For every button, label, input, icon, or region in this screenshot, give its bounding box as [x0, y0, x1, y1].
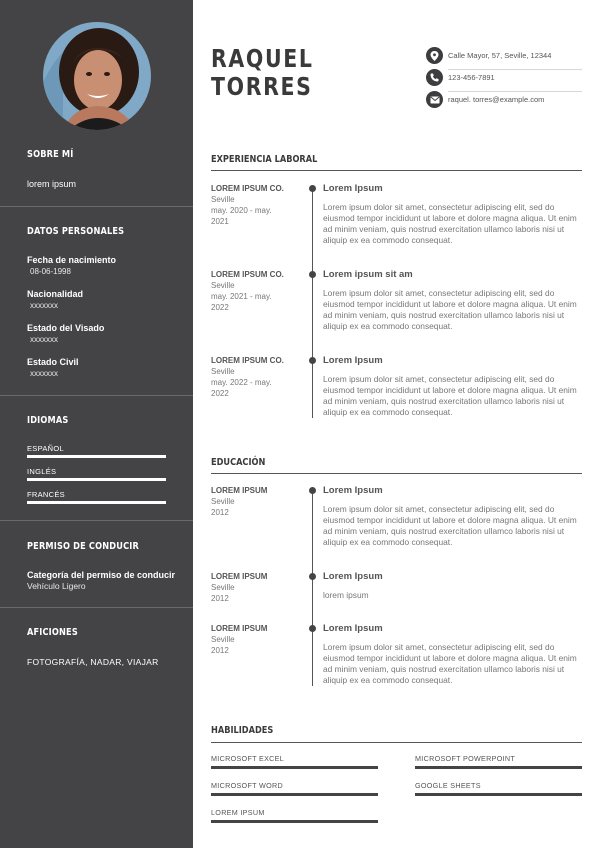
education-school: LOREM IPSUM: [211, 486, 268, 495]
experience-dates: may. 2021 - may.: [211, 292, 272, 301]
education-title: EDUCACIÓN: [211, 457, 266, 468]
education-description: lorem ipsum: [323, 590, 369, 600]
experience-role: Lorem ipsum sit am: [323, 269, 413, 280]
location-pin-icon: [426, 47, 443, 64]
education-description: Lorem ipsum dolor sit amet, consectetur adipiscing elit, sed do eiusmod tempor incididunt ut labore et dolore magna aliqua. Ut enim ad minim veniam, quis nostrud exercitation ullamco laboris nisi ut aliquip ex ea commodo consequat.: [323, 504, 577, 548]
education-timeline: [312, 490, 313, 686]
divider: [0, 395, 193, 396]
skill-label: MICROSOFT EXCEL: [211, 754, 285, 763]
skills-title: HABILIDADES: [211, 725, 274, 736]
education-city: Seville: [211, 583, 235, 592]
timeline-dot: [309, 487, 316, 494]
education-description: Lorem ipsum dolor sit amet, consectetur adipiscing elit, sed do eiusmod tempor incididunt ut labore et dolore magna aliqua. Ut enim ad minim veniam, quis nostrud exercitation ullamco laboris nisi ut aliquip ex ea commodo consequat.: [323, 642, 577, 686]
about-text: lorem ipsum: [27, 179, 77, 189]
section-rule: [211, 473, 582, 474]
license-value: Vehículo Ligero: [27, 581, 86, 591]
last-name: TORRES: [211, 72, 313, 101]
civil-status-label: Estado Civil: [27, 357, 79, 367]
profile-photo: [43, 22, 151, 130]
language-label: INGLÉS: [27, 467, 57, 476]
contact-address: [426, 46, 582, 68]
experience-timeline: [312, 188, 313, 418]
hobbies-text: FOTOGRAFÍA, NADAR, VIAJAR: [27, 657, 159, 667]
first-name: RAQUEL: [211, 44, 314, 73]
personal-title: DATOS PERSONALES: [27, 226, 125, 237]
contact-phone: [426, 68, 582, 90]
section-rule: [211, 170, 582, 171]
experience-company: LOREM IPSUM CO.: [211, 270, 284, 279]
sidebar: [0, 0, 193, 848]
experience-description: Lorem ipsum dolor sit amet, consectetur adipiscing elit, sed do eiusmod tempor incididunt ut labore et dolore magna aliqua. Ut enim ad minim veniam, quis nostrud exercitation ullamco laboris nisi ut aliquip ex ea commodo consequat.: [323, 288, 577, 332]
language-level-bar: [27, 501, 166, 504]
timeline-dot: [309, 271, 316, 278]
experience-city: Seville: [211, 281, 235, 290]
education-year: 2012: [211, 594, 229, 603]
birthdate-value: 08-06-1998: [30, 267, 71, 276]
address-text: Calle Mayor, 57, Seville, 12344: [448, 51, 552, 60]
envelope-icon: [426, 91, 443, 108]
experience-role: Lorem Ipsum: [323, 183, 383, 194]
language-label: ESPAÑOL: [27, 444, 64, 453]
experience-dates-end: 2022: [211, 303, 229, 312]
experience-dates-end: 2022: [211, 389, 229, 398]
language-level-bar: [27, 478, 166, 481]
experience-dates: may. 2022 - may.: [211, 378, 272, 387]
civil-status-value: xxxxxxx: [30, 369, 58, 378]
email-text: raquel. torres@example.com: [448, 95, 545, 104]
education-school: LOREM IPSUM: [211, 624, 268, 633]
experience-dates-end: 2021: [211, 217, 229, 226]
timeline-dot: [309, 185, 316, 192]
experience-role: Lorem Ipsum: [323, 355, 383, 366]
skill-label: MICROSOFT WORD: [211, 781, 283, 790]
education-school: LOREM IPSUM: [211, 572, 268, 581]
nationality-label: Nacionalidad: [27, 289, 84, 299]
visa-label: Estado del Visado: [27, 323, 105, 333]
education-city: Seville: [211, 497, 235, 506]
education-degree: Lorem Ipsum: [323, 623, 383, 634]
timeline-dot: [309, 625, 316, 632]
hobbies-title: AFICIONES: [27, 627, 78, 638]
birthdate-label: Fecha de nacimiento: [27, 255, 117, 265]
experience-company: LOREM IPSUM CO.: [211, 184, 284, 193]
languages-title: IDIOMAS: [27, 415, 69, 426]
license-title: PERMISO DE CONDUCIR: [27, 541, 139, 552]
skill-level-bar: [415, 793, 582, 796]
skill-label: LOREM IPSUM: [211, 808, 265, 817]
education-year: 2012: [211, 508, 229, 517]
license-label: Categoría del permiso de conducir: [27, 570, 176, 580]
experience-city: Seville: [211, 195, 235, 204]
about-title: SOBRE MÍ: [27, 149, 74, 160]
skill-label: MICROSOFT POWERPOINT: [415, 754, 516, 763]
experience-dates: may. 2020 - may.: [211, 206, 272, 215]
phone-text: 123-456-7891: [448, 73, 495, 82]
language-label: FRANCÉS: [27, 490, 65, 499]
timeline-dot: [309, 573, 316, 580]
education-degree: Lorem Ipsum: [323, 571, 383, 582]
language-level-bar: [27, 455, 166, 458]
skill-label: GOOGLE SHEETS: [415, 781, 481, 790]
education-degree: Lorem Ipsum: [323, 485, 383, 496]
skill-level-bar: [211, 793, 378, 796]
divider: [0, 206, 193, 207]
section-rule: [211, 742, 582, 743]
phone-icon: [426, 69, 443, 86]
skill-level-bar: [211, 766, 378, 769]
skill-level-bar: [211, 820, 378, 823]
contact-email: [426, 90, 582, 112]
skill-level-bar: [415, 766, 582, 769]
experience-company: LOREM IPSUM CO.: [211, 356, 284, 365]
divider: [0, 607, 193, 608]
education-city: Seville: [211, 635, 235, 644]
experience-description: Lorem ipsum dolor sit amet, consectetur adipiscing elit, sed do eiusmod tempor incididunt ut labore et dolore magna aliqua. Ut enim ad minim veniam, quis nostrud exercitation ullamco laboris nisi ut aliquip ex ea commodo consequat.: [323, 202, 577, 246]
experience-title: EXPERIENCIA LABORAL: [211, 154, 318, 165]
timeline-dot: [309, 357, 316, 364]
education-year: 2012: [211, 646, 229, 655]
experience-city: Seville: [211, 367, 235, 376]
divider: [0, 520, 193, 521]
visa-value: xxxxxxx: [30, 335, 58, 344]
nationality-value: xxxxxxx: [30, 301, 58, 310]
experience-description: Lorem ipsum dolor sit amet, consectetur adipiscing elit, sed do eiusmod tempor incididunt ut labore et dolore magna aliqua. Ut enim ad minim veniam, quis nostrud exercitation ullamco laboris nisi ut aliquip ex ea commodo consequat.: [323, 374, 577, 418]
